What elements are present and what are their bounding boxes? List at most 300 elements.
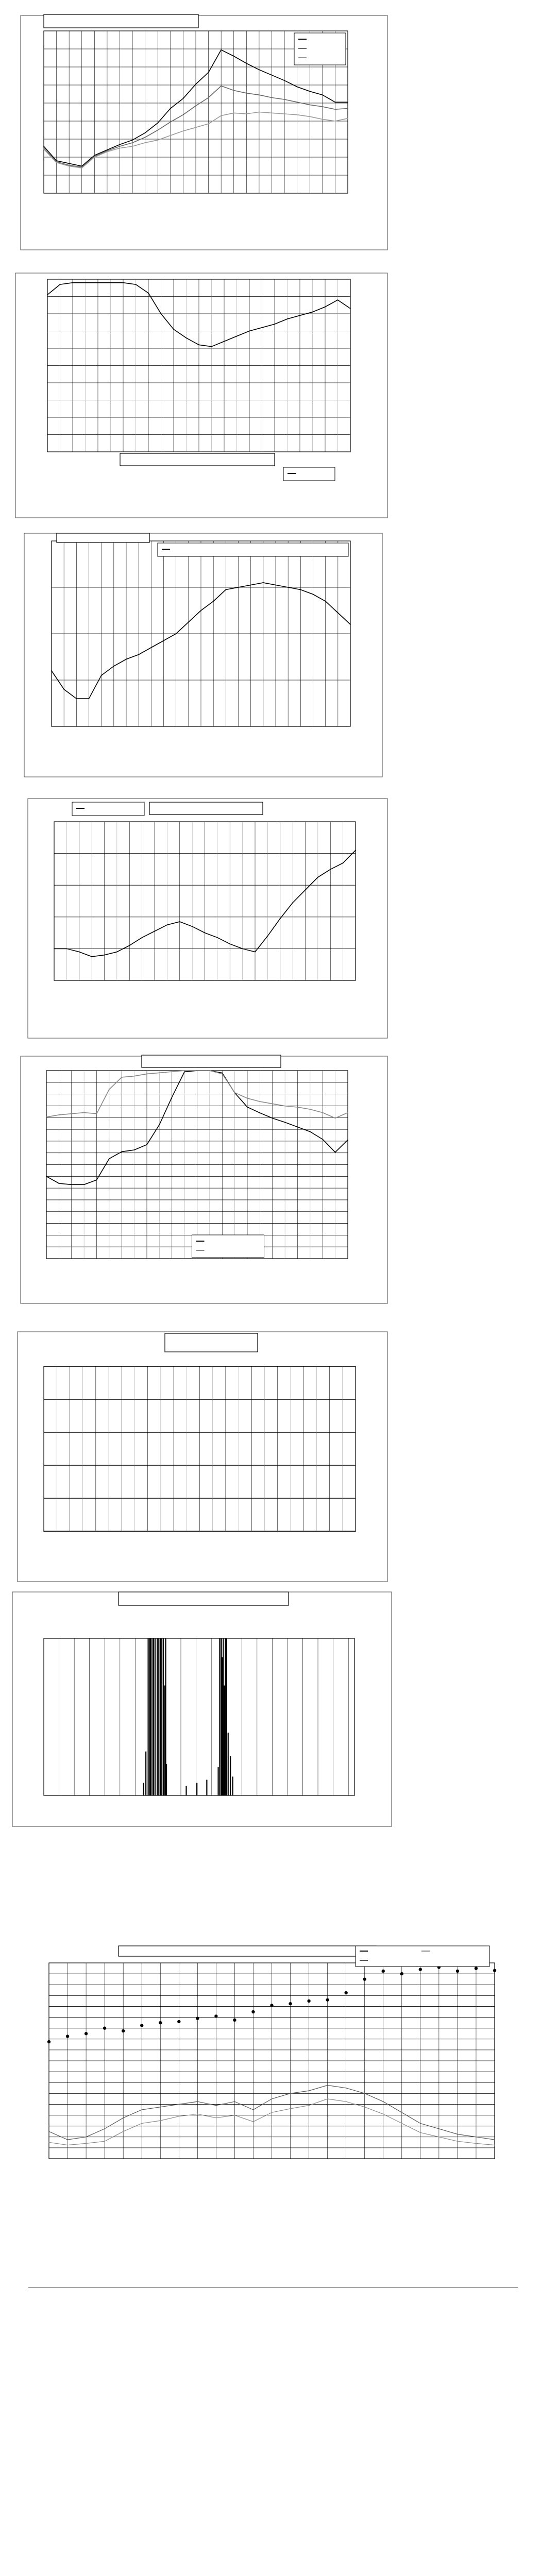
wind-direction-point bbox=[233, 2019, 236, 2022]
series-line-2-point bbox=[146, 1074, 147, 1075]
wind-direction-point bbox=[419, 1968, 422, 1971]
series-line-1-point bbox=[121, 1151, 122, 1153]
series-line-2-point bbox=[157, 130, 158, 131]
gust-line-point bbox=[160, 2107, 161, 2108]
series-line-2-point bbox=[222, 1074, 223, 1075]
series-line-1-point bbox=[347, 101, 348, 103]
series-line-1-point bbox=[83, 1184, 84, 1185]
series-line-1-point bbox=[259, 1112, 260, 1113]
series-line-1-point bbox=[317, 877, 318, 878]
series-line-3-point bbox=[284, 113, 285, 114]
series-line-2-point bbox=[197, 1070, 198, 1071]
gust-line-point bbox=[476, 2137, 477, 2138]
sunshine-bar bbox=[221, 1638, 222, 1795]
series-line-3-point bbox=[183, 130, 184, 131]
series-line-3-point bbox=[259, 112, 260, 113]
title-box bbox=[57, 533, 149, 543]
series-line-1-point bbox=[222, 1073, 223, 1074]
gust-line-point bbox=[494, 2139, 495, 2140]
series-line-2-point bbox=[134, 1076, 135, 1077]
sunshine-bar bbox=[232, 1776, 233, 1795]
chart-panel-8 bbox=[0, 1935, 541, 2295]
series-line-1-point bbox=[297, 1127, 298, 1128]
series-line-1-point bbox=[104, 955, 105, 956]
series-line-3-point bbox=[347, 118, 348, 119]
series-line-1-point bbox=[66, 948, 67, 950]
chart-panel-1 bbox=[0, 10, 541, 260]
series-line-2-point bbox=[272, 97, 273, 98]
wind-direction-point bbox=[400, 1972, 403, 1975]
gust-line-point bbox=[123, 2117, 124, 2119]
sunshine-bar bbox=[143, 1783, 144, 1795]
series-line-1-point bbox=[310, 1131, 311, 1132]
series-line-1-point bbox=[186, 337, 187, 338]
series-line-2-point bbox=[297, 101, 298, 103]
sunshine-bar bbox=[196, 1783, 197, 1795]
series-line-1-point bbox=[138, 654, 139, 655]
series-line-3-point bbox=[69, 166, 70, 167]
mean-speed-line-point bbox=[123, 2131, 124, 2132]
series-line-1-point bbox=[126, 659, 127, 660]
chart-panel-5 bbox=[0, 1054, 541, 1309]
series-line-2-point bbox=[272, 1104, 273, 1105]
series-line-2-point bbox=[233, 90, 234, 91]
series-line-1-point bbox=[58, 1183, 59, 1184]
mean-speed-line-point bbox=[494, 2145, 495, 2146]
series-line-1-point bbox=[60, 284, 61, 285]
series-line-2-point bbox=[107, 150, 108, 151]
series-line-1-point bbox=[280, 918, 281, 919]
series-line-2-point bbox=[347, 1112, 348, 1113]
sunshine-bar bbox=[166, 1764, 167, 1795]
series-line-1-point bbox=[322, 94, 323, 95]
sunshine-bar bbox=[206, 1780, 207, 1796]
series-line-1-point bbox=[284, 80, 285, 81]
series-line-1-point bbox=[325, 307, 326, 308]
series-line-1-point bbox=[157, 123, 158, 124]
series-line-2-point bbox=[58, 1114, 59, 1115]
mean-speed-line-point bbox=[476, 2143, 477, 2144]
series-line-1-point bbox=[129, 945, 130, 946]
series-line-1-point bbox=[97, 282, 98, 283]
series-line-1-point bbox=[355, 1531, 356, 1532]
series-line-1-point bbox=[161, 313, 162, 314]
wind-direction-point bbox=[493, 1969, 496, 1972]
wind-direction-point bbox=[382, 1970, 385, 1973]
series-line-1-point bbox=[47, 294, 48, 295]
series-line-1-point bbox=[43, 146, 44, 147]
series-line-2-point bbox=[246, 93, 247, 94]
series-line-2-point bbox=[322, 1112, 323, 1113]
series-line-1-point bbox=[195, 83, 196, 84]
sunshine-bar bbox=[228, 1733, 229, 1795]
series-line-3-point bbox=[132, 146, 133, 147]
series-line-1-point bbox=[109, 1158, 110, 1159]
sunshine-bar bbox=[185, 1786, 187, 1795]
wind-direction-point bbox=[251, 2010, 255, 2013]
series-line-1-point bbox=[229, 943, 230, 944]
series-line-2-point bbox=[284, 99, 285, 100]
chart-svg bbox=[0, 1935, 541, 2295]
series-line-1-point bbox=[221, 49, 222, 50]
gust-line-point bbox=[290, 2093, 291, 2094]
chart-panel-4 bbox=[0, 796, 541, 1046]
series-line-1-point bbox=[71, 1184, 72, 1185]
series-line-3-point bbox=[297, 114, 298, 115]
series-line-2-point bbox=[46, 1116, 47, 1117]
legend-box bbox=[158, 543, 348, 556]
series-line-1-point bbox=[94, 155, 95, 156]
mean-speed-line-point bbox=[420, 2132, 421, 2133]
series-line-2-point bbox=[43, 148, 44, 149]
series-line-3-point bbox=[322, 119, 323, 120]
series-line-2-point bbox=[195, 105, 196, 106]
series-line-2-point bbox=[83, 1112, 84, 1113]
gust-line-point bbox=[48, 2131, 49, 2132]
legend-box bbox=[192, 1235, 264, 1258]
wind-direction-point bbox=[270, 2004, 273, 2007]
series-line-2-point bbox=[310, 1109, 311, 1110]
series-line-2-point bbox=[259, 94, 260, 95]
series-line-1-point bbox=[272, 75, 273, 76]
series-line-1-point bbox=[217, 937, 218, 938]
wind-direction-point bbox=[84, 2032, 88, 2035]
series-line-1-point bbox=[79, 952, 80, 953]
mean-speed-line-point bbox=[141, 2123, 142, 2124]
series-line-1-point bbox=[148, 293, 149, 294]
series-line-2-point bbox=[145, 137, 146, 138]
series-line-1-point bbox=[309, 91, 310, 92]
series-line-1-point bbox=[154, 931, 155, 932]
mean-speed-line-point bbox=[197, 2114, 198, 2115]
series-line-1-point bbox=[313, 594, 314, 595]
gust-line-point bbox=[457, 2134, 458, 2135]
series-line-1-point bbox=[267, 936, 268, 937]
series-line-3-point bbox=[157, 140, 158, 141]
gust-line-point bbox=[253, 2109, 254, 2110]
series-line-2-point bbox=[247, 1098, 248, 1099]
series-line-2-point bbox=[184, 1070, 185, 1071]
gust-line-point bbox=[86, 2137, 87, 2138]
series-line-2-point bbox=[120, 146, 121, 147]
mean-speed-line-point bbox=[401, 2123, 402, 2124]
gust-line-point bbox=[364, 2093, 365, 2094]
wind-direction-point bbox=[326, 1998, 329, 2002]
series-line-1-point bbox=[330, 869, 331, 870]
mean-speed-line-point bbox=[457, 2141, 458, 2142]
series-line-2-point bbox=[297, 1107, 298, 1108]
series-line-2-point bbox=[183, 114, 184, 115]
chart-svg bbox=[0, 796, 541, 1046]
sunshine-bar bbox=[217, 1767, 218, 1795]
mean-speed-line-point bbox=[253, 2121, 254, 2122]
wind-direction-point bbox=[196, 2016, 199, 2020]
sunshine-bar bbox=[225, 1638, 226, 1795]
series-line-3-point bbox=[81, 167, 82, 168]
series-line-1-point bbox=[288, 587, 289, 588]
series-line-1-point bbox=[250, 585, 251, 586]
series-line-1-point bbox=[183, 98, 184, 99]
mean-speed-line-point bbox=[309, 2105, 310, 2106]
series-line-1-point bbox=[163, 640, 164, 641]
series-line-1-point bbox=[116, 952, 117, 953]
chart-panel-6 bbox=[0, 1329, 541, 1587]
gust-line-point bbox=[420, 2123, 421, 2124]
series-line-3-point bbox=[335, 121, 336, 122]
gust-line-point bbox=[178, 2104, 179, 2105]
series-line-3-point bbox=[120, 148, 121, 149]
series-line-1-point bbox=[184, 1071, 185, 1072]
chart-panel-7 bbox=[0, 1589, 541, 1832]
series-line-1-point bbox=[236, 336, 238, 337]
series-line-1-point bbox=[255, 952, 256, 953]
series-line-1-point bbox=[322, 1139, 323, 1140]
series-line-1-point bbox=[211, 346, 212, 347]
series-line-1-point bbox=[159, 1124, 160, 1125]
series-line-3-point bbox=[107, 151, 108, 152]
gust-line-point bbox=[272, 2098, 273, 2099]
series-line-2-point bbox=[170, 122, 171, 123]
gust-line-point bbox=[327, 2085, 328, 2086]
series-line-3-point bbox=[309, 116, 310, 117]
series-line-1-point bbox=[110, 282, 111, 283]
series-line-1-point bbox=[146, 1144, 147, 1145]
series-line-1-point bbox=[249, 331, 250, 332]
mean-speed-line-point bbox=[234, 2115, 235, 2116]
wind-direction-point bbox=[456, 1970, 459, 1973]
gust-line-point bbox=[401, 2112, 402, 2113]
series-line-1-point bbox=[275, 585, 276, 586]
series-line-1-point bbox=[242, 948, 243, 950]
series-line-1-point bbox=[136, 284, 137, 285]
series-line-1-point bbox=[198, 344, 199, 345]
series-line-3-point bbox=[272, 112, 273, 113]
title-box bbox=[142, 1055, 281, 1067]
wind-direction-point bbox=[307, 1999, 310, 2003]
series-line-3-point bbox=[170, 135, 171, 136]
series-line-1-point bbox=[347, 1140, 348, 1141]
title-box bbox=[119, 1946, 376, 1956]
sunshine-bar bbox=[151, 1638, 153, 1795]
series-line-1-point bbox=[284, 1122, 285, 1123]
gust-line-point bbox=[197, 2101, 198, 2102]
sunshine-bar bbox=[150, 1638, 151, 1795]
series-line-3-point bbox=[195, 127, 196, 128]
sunshine-bar bbox=[223, 1638, 224, 1795]
chart-svg bbox=[0, 1329, 541, 1587]
series-line-2-point bbox=[132, 142, 133, 143]
series-line-2-point bbox=[347, 108, 348, 109]
series-line-3-point bbox=[145, 142, 146, 143]
sunshine-bar bbox=[224, 1686, 225, 1796]
series-line-2-point bbox=[322, 106, 323, 107]
chart-svg bbox=[0, 1054, 541, 1309]
mean-speed-line-point bbox=[104, 2141, 105, 2142]
series-line-1-point bbox=[107, 149, 108, 150]
sunshine-bar bbox=[158, 1638, 159, 1795]
wind-direction-point bbox=[289, 2002, 292, 2005]
series-line-1-point bbox=[238, 587, 239, 588]
series-line-2-point bbox=[96, 1113, 97, 1114]
series-line-3-point bbox=[43, 148, 44, 149]
series-line-1-point bbox=[350, 308, 351, 309]
series-line-1-point bbox=[325, 601, 326, 602]
mean-speed-line-point bbox=[438, 2137, 439, 2138]
series-line-1-point bbox=[172, 1096, 173, 1097]
wind-direction-point bbox=[344, 1991, 347, 1994]
mean-speed-line-point bbox=[178, 2116, 179, 2117]
series-line-1-point bbox=[145, 132, 146, 133]
gust-line-point bbox=[104, 2128, 105, 2129]
title-box bbox=[44, 14, 198, 28]
series-line-3-point bbox=[221, 115, 222, 116]
mean-speed-line-point bbox=[48, 2142, 49, 2143]
series-line-1-point bbox=[205, 933, 206, 934]
series-line-1-point bbox=[335, 101, 336, 103]
series-line-2-point bbox=[259, 1101, 260, 1102]
series-line-1-point bbox=[225, 589, 226, 590]
gust-line-point bbox=[215, 2105, 216, 2106]
gust-line-point bbox=[383, 2101, 384, 2102]
series-line-2-point bbox=[335, 109, 336, 110]
series-line-1-point bbox=[337, 613, 339, 614]
series-line-1-point bbox=[208, 72, 209, 73]
series-line-1-point bbox=[101, 675, 102, 676]
series-line-1-point bbox=[63, 689, 64, 690]
series-line-2-point bbox=[109, 1089, 110, 1090]
series-line-1-point bbox=[335, 1152, 336, 1153]
wind-direction-point bbox=[66, 2035, 69, 2038]
series-line-1-point bbox=[224, 341, 225, 342]
series-line-1-point bbox=[355, 850, 356, 851]
series-line-1-point bbox=[299, 315, 300, 316]
series-line-1-point bbox=[188, 622, 189, 623]
chart-svg bbox=[0, 531, 541, 783]
chart-panel-2 bbox=[0, 270, 541, 523]
wind-direction-point bbox=[103, 2026, 106, 2029]
gust-line-point bbox=[346, 2088, 347, 2089]
mean-speed-line-point bbox=[290, 2108, 291, 2109]
series-line-1-point bbox=[176, 633, 177, 634]
title-box bbox=[119, 1592, 289, 1605]
series-line-1-point bbox=[263, 582, 264, 583]
gust-line-point bbox=[67, 2139, 68, 2140]
series-line-3-point bbox=[246, 113, 247, 114]
series-line-2-point bbox=[69, 165, 70, 166]
series-line-1-point bbox=[262, 327, 263, 328]
series-line-1-point bbox=[166, 924, 167, 925]
series-line-1-point bbox=[69, 163, 70, 164]
series-line-1-point bbox=[200, 610, 201, 611]
mean-speed-line-point bbox=[272, 2112, 273, 2113]
series-line-1-point bbox=[150, 647, 151, 648]
series-line-1-point bbox=[132, 140, 133, 141]
mean-speed-line-point bbox=[327, 2098, 328, 2099]
series-line-2-point bbox=[172, 1071, 173, 1072]
series-line-1-point bbox=[85, 282, 86, 283]
series-line-1-point bbox=[96, 1179, 97, 1180]
series-line-1-point bbox=[173, 329, 174, 330]
wind-direction-point bbox=[122, 2029, 125, 2032]
series-line-3-point bbox=[94, 157, 95, 158]
series-line-1-point bbox=[259, 69, 260, 70]
gust-line-point bbox=[234, 2101, 235, 2102]
sunshine-bar bbox=[163, 1638, 164, 1795]
wind-direction-point bbox=[159, 2021, 162, 2024]
series-line-1-point bbox=[246, 63, 247, 64]
sunshine-bar bbox=[219, 1638, 220, 1795]
mean-speed-line-point bbox=[86, 2143, 87, 2144]
series-line-1-point bbox=[142, 937, 143, 938]
series-line-2-point bbox=[284, 1106, 285, 1107]
mean-speed-line-point bbox=[67, 2145, 68, 2146]
series-line-1-point bbox=[292, 902, 293, 903]
series-line-1-point bbox=[192, 926, 193, 927]
series-line-1-point bbox=[343, 862, 344, 863]
plot-area bbox=[44, 1638, 354, 1795]
series-line-2-point bbox=[208, 97, 209, 98]
series-line-1-point bbox=[89, 698, 90, 699]
series-line-2-point bbox=[234, 1092, 235, 1093]
series-line-1-point bbox=[123, 282, 124, 283]
sunshine-bar bbox=[155, 1638, 156, 1795]
mean-speed-line-point bbox=[215, 2117, 216, 2119]
series-line-3-point bbox=[56, 162, 57, 163]
wind-direction-point bbox=[177, 2020, 180, 2023]
series-line-1-point bbox=[297, 87, 298, 88]
title-box bbox=[165, 1333, 258, 1352]
series-line-1-point bbox=[213, 601, 214, 602]
series-line-1-point bbox=[272, 1117, 273, 1118]
series-line-1-point bbox=[91, 956, 92, 957]
series-line-2-point bbox=[335, 1117, 336, 1118]
mean-speed-line-point bbox=[160, 2120, 161, 2121]
sunshine-bar bbox=[230, 1756, 231, 1795]
sunshine-bar bbox=[157, 1638, 158, 1795]
mean-speed-line-point bbox=[346, 2101, 347, 2102]
chart-svg bbox=[0, 270, 541, 523]
legend-box bbox=[356, 1946, 489, 1967]
series-line-1-point bbox=[274, 324, 275, 325]
series-line-1-point bbox=[134, 1149, 135, 1150]
title-box bbox=[149, 802, 263, 815]
series-line-1-point bbox=[76, 698, 77, 699]
series-line-2-point bbox=[159, 1072, 160, 1073]
series-line-1-point bbox=[287, 318, 288, 319]
series-line-1-point bbox=[170, 108, 171, 109]
series-line-1-point bbox=[305, 890, 306, 891]
series-line-1-point bbox=[51, 670, 52, 671]
series-line-2-point bbox=[221, 86, 222, 87]
gust-line-point bbox=[438, 2128, 439, 2129]
sunshine-bar bbox=[161, 1638, 162, 1795]
wind-direction-point bbox=[47, 2040, 50, 2043]
series-line-1-point bbox=[312, 312, 313, 313]
mean-speed-line-point bbox=[383, 2114, 384, 2115]
sunshine-bar bbox=[160, 1638, 161, 1795]
series-line-1-point bbox=[300, 589, 301, 590]
sunshine-bar bbox=[147, 1638, 148, 1795]
sunshine-bar bbox=[145, 1752, 146, 1795]
series-line-2-point bbox=[209, 1070, 210, 1071]
gust-line-point bbox=[141, 2109, 142, 2110]
series-line-1-point bbox=[179, 921, 180, 922]
title-box bbox=[120, 453, 275, 466]
series-line-1-point bbox=[46, 1176, 47, 1177]
chart-svg bbox=[0, 10, 541, 260]
sunshine-bar bbox=[226, 1638, 227, 1795]
chart-svg bbox=[0, 1589, 541, 1832]
